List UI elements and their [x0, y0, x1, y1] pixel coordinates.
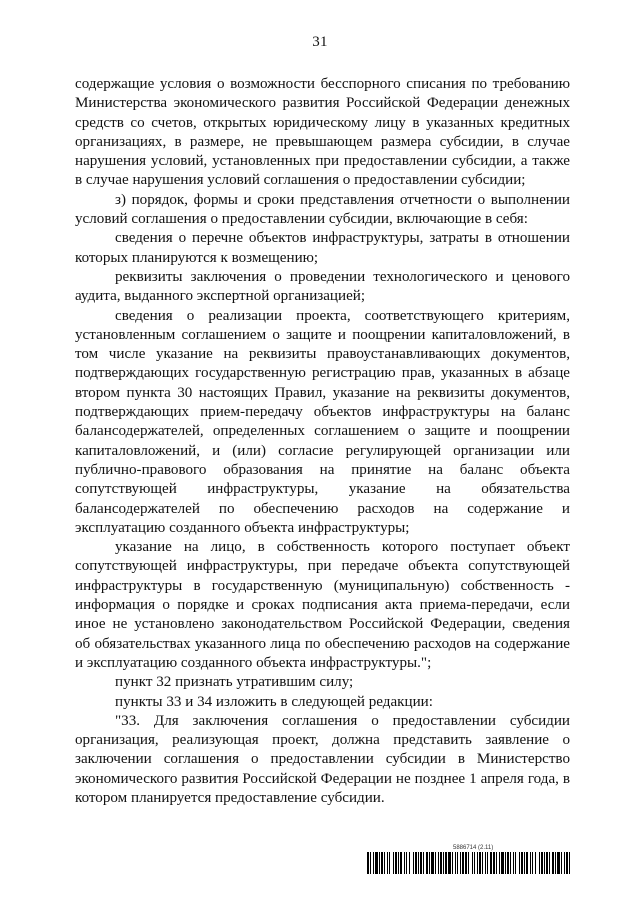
- barcode-image: [367, 852, 570, 874]
- paragraph: реквизиты заключения о проведении технологического и ценового аудита, выданного экспертной организацией;: [75, 268, 570, 305]
- paragraph: содержащие условия о возможности бесспорного списания по требованию Министерства экономического развития Российской Федерации денежных средств со счетов, открытых юридическому лицу в указанных кредитных организациях, в размере, не превышающем размера субсидии, в случае нарушения условий, установленных при предоставлении субсидии, а также в случае нарушения условий соглашения о предоставлении субсидии;: [75, 76, 570, 189]
- paragraph: пункты 33 и 34 изложить в следующей редакции:: [115, 693, 433, 710]
- paragraph: сведения о реализации проекта, соответствующего критериям, установленным соглашением о защите и поощрении капиталовложений, в том числе указание на реквизиты правоустанавливающих документов, подтверждающих государственную регистрацию прав, указанных в абзаце втором пункта 30 настоящих Правил, указание на реквизиты документов, подтверждающих прием-передачу объектов инфраструктуры на баланс балансодержателей, определенных соглашением о защите и поощрении капиталовложений, и (или) согласие регулирующей организации или публично-правового образования на принятие на баланс объекта сопутствующей инфраструктуры, указание на обязательства балансодержателей по обеспечению расходов на содержание и эксплуатацию созданного объекта инфраструктуры;: [75, 307, 570, 536]
- document-code: 5886714 (2.11): [453, 845, 494, 851]
- document-body: [75, 75, 570, 808]
- page-number: 31: [312, 34, 328, 50]
- paragraph: указание на лицо, в собственность которого поступает объект сопутствующей инфраструктуры, при передаче объекта сопутствующей инфраструктуры в государственную (муниципальную) собственность - информация о порядке и сроках подписания акта приема-передачи, если иное не установлено законодательством Российской Федерации, сведения об обязательствах указанного лица по обеспечению расходов на содержание и эксплуатацию созданного объекта инфраструктуры.";: [75, 539, 570, 671]
- paragraph: "33. Для заключения соглашения о предоставлении субсидии организация, реализующая проект, должна представить заявление о заключении соглашения о предоставлении субсидии в Министерство экономического развития Российской Федерации не позднее 1 апреля года, в котором планируется предоставление субсидии.: [75, 712, 570, 806]
- paragraph: з) порядок, формы и сроки представления отчетности о выполнении условий соглашения о предоставлении субсидии, включающие в себя:: [75, 191, 570, 228]
- paragraph: сведения о перечне объектов инфраструктуры, затраты в отношении которых планируются к возмещению;: [75, 230, 570, 266]
- paragraph: пункт 32 признать утратившим силу;: [115, 674, 354, 691]
